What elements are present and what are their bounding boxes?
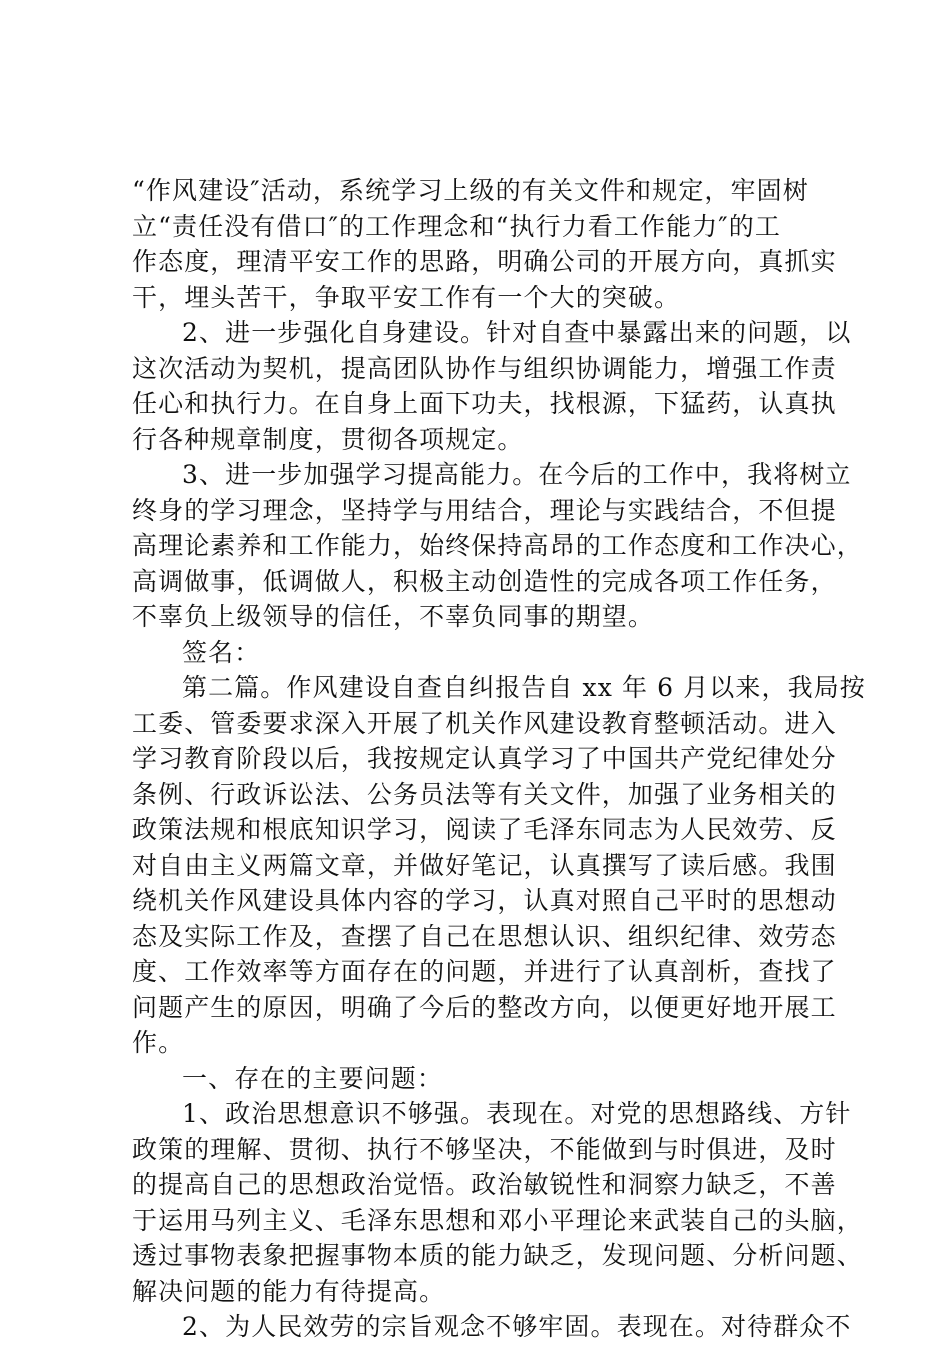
text-line: 不辜负上级领导的信任，不辜负同事的期望。 xyxy=(132,602,655,631)
paragraph-intro-continuation xyxy=(132,173,837,315)
paragraph-item-2-self-building xyxy=(132,315,852,457)
text-line: 的提高自己的思想政治觉悟。政治敏锐性和洞察力缺乏，不善 xyxy=(132,1170,837,1199)
text-line: 干，埋头苦干，争取平安工作有一个大的突破。 xyxy=(132,282,681,312)
section-heading: 一、存在的主要问题： xyxy=(182,1063,444,1093)
text-line: 3、进一步加强学习提高能力。在今后的工作中，我将树立 xyxy=(182,460,852,489)
text-line: 高理论素养和工作能力，始终保持高昂的工作态度和工作决心， xyxy=(132,531,863,560)
text-line: 高调做事，低调做人，积极主动创造性的完成各项工作任务， xyxy=(132,566,837,596)
text-line: 政策的理解、贯彻、执行不够坚决，不能做到与时俱进，及时 xyxy=(132,1134,837,1164)
text-line: 作。 xyxy=(132,1028,185,1057)
text-line: 对自由主义两篇文章，并做好笔记，认真撰写了读后感。我围 xyxy=(132,850,837,880)
text-line: 态及实际工作及，查摆了自己在思想认识、组织纪律、效劳态 xyxy=(132,921,837,951)
text-line: 立“责任没有借口″的工作理念和“执行力看工作能力″的工 xyxy=(132,211,781,241)
paragraph-item-3-learning xyxy=(132,457,863,635)
text-line: “作风建设″活动，系统学习上级的有关文件和规定，牢固树 xyxy=(132,176,809,205)
paragraph-second-article xyxy=(132,670,866,1061)
text-line: 工委、管委要求深入开展了机关作风建设教育整顿活动。进入 xyxy=(132,708,837,738)
text-line: 透过事物表象把握事物本质的能力缺乏，发现问题、分析问题、 xyxy=(132,1241,863,1270)
text-line: 任心和执行力。在自身上面下功夫，找根源，下猛药，认真执 xyxy=(132,389,837,418)
text-line: 政策法规和根底知识学习，阅读了毛泽东同志为人民效劳、反 xyxy=(132,815,837,844)
text-line: 这次活动为契机，提高团队协作与组织协调能力，增强工作责 xyxy=(132,353,837,383)
text-line: 1、政治思想意识不够强。表现在。对党的思想路线、方针 xyxy=(182,1099,852,1128)
document-body xyxy=(132,173,866,1345)
text-line: 作态度，理清平安工作的思路，明确公司的开展方向，真抓实 xyxy=(132,247,837,276)
text-line: 2、进一步强化自身建设。针对自查中暴露出来的问题，以 xyxy=(182,318,852,347)
text-line: 解决问题的能力有待提高。 xyxy=(132,1276,446,1306)
text-line: 行各种规章制度，贯彻各项规定。 xyxy=(132,424,524,454)
paragraph-problem-1 xyxy=(132,1096,863,1309)
text-line: 学习教育阶段以后，我按规定认真学习了中国共产党纪律处分 xyxy=(132,744,837,773)
text-line: 条例、行政诉讼法、公务员法等有关文件，加强了业务相关的 xyxy=(132,779,837,809)
text-line: 于运用马列主义、毛泽东思想和邓小平理论来武装自己的头脑， xyxy=(132,1205,863,1235)
paragraph-signature xyxy=(132,635,832,671)
text-line: 第二篇。作风建设自查自纠报告自 xx 年 6 月以来，我局按 xyxy=(182,673,866,702)
section-heading-main-problems xyxy=(132,1061,832,1097)
signature-label: 签名： xyxy=(182,637,261,667)
paragraph-problem-2 xyxy=(132,1309,852,1345)
text-line: 问题产生的原因，明确了今后的整改方向，以便更好地开展工 xyxy=(132,992,837,1022)
text-line: 终身的学习理念，坚持学与用结合，理论与实践结合，不但提 xyxy=(132,495,837,525)
text-line: 2、为人民效劳的宗旨观念不够牢固。表现在。对待群众不 xyxy=(182,1312,852,1341)
text-line: 绕机关作风建设具体内容的学习，认真对照自己平时的思想动 xyxy=(132,886,837,915)
text-line: 度、工作效率等方面存在的问题，并进行了认真剖析，查找了 xyxy=(132,957,837,986)
